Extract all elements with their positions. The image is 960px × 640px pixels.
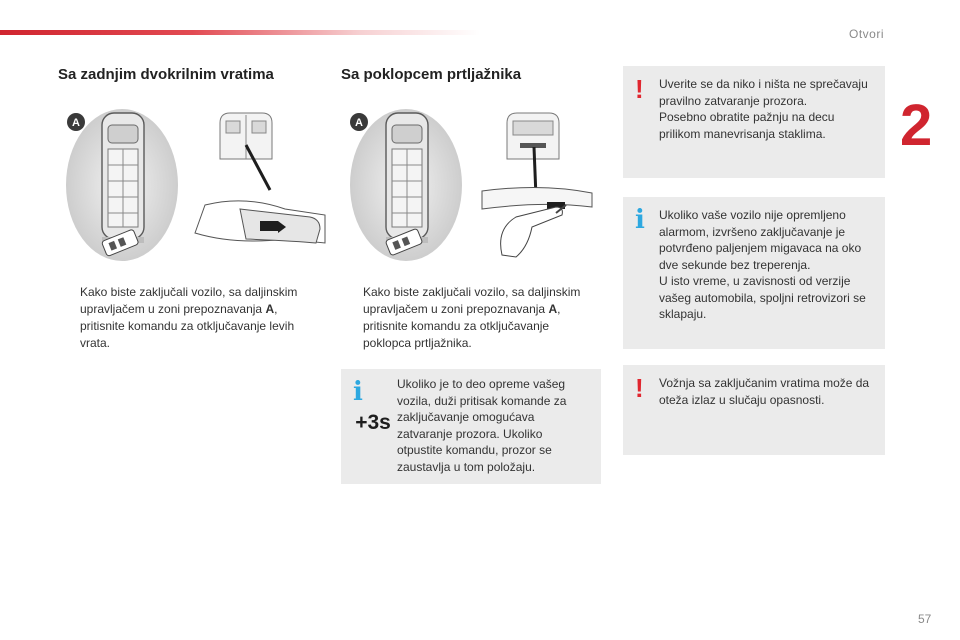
info-box-text: Ukoliko vaše vozilo nije opremljeno alarmom, izvršeno zaključavanje je potvrđeno paljenjem migavaca na oko dve sekunde bez treperenja. U isto vreme, u zavisnosti od verzije vašeg automobila, spoljni retrovizori se sklapaju. <box>659 208 866 321</box>
chapter-number: 2 <box>900 93 933 158</box>
info-box-text: Ukoliko je to deo opreme vašeg vozila, duži pritisak komande za zaključavanje omogućava zatvaranje prozora. Ukoliko otpustite komandu, prozor se zaustavlja u tom položaju. <box>397 377 567 474</box>
svg-text:A: A <box>355 117 363 129</box>
section-title-tailgate: Sa poklopcem prtljažnika <box>341 66 522 83</box>
page-number: 57 <box>918 612 932 626</box>
info-box-locking-confirmation <box>623 197 885 349</box>
plus-3-seconds-icon <box>347 407 399 435</box>
info-icon: i <box>353 377 363 407</box>
rear-doors-illustration <box>60 105 330 265</box>
step-tailgate: Kako biste zaključali vozilo, sa daljinskim upravljačem u zoni prepoznavanja A, pritisnite komandu za otključavanje poklopca prtljažnika. <box>363 285 581 350</box>
svg-text:A: A <box>72 117 80 129</box>
info-icon: i <box>635 205 645 235</box>
step-rear-doors: Kako biste zaključali vozilo, sa daljinskim upravljačem u zoni prepoznavanja A, pritisnite komandu za otključavanje levih vrata. <box>80 285 298 350</box>
info-box-window-closing <box>341 369 601 484</box>
svg-text:+3s: +3s <box>355 411 391 434</box>
header-accent-bar <box>0 30 480 35</box>
warning-icon: ! <box>635 74 644 104</box>
tailgate-illustration <box>342 105 612 265</box>
warning-box-text: Vožnja sa zaključanim vratima može da oteža izlaz u slučaju opasnosti. <box>659 376 870 407</box>
warning-box-text: Uverite se da niko i ništa ne sprečavaju pravilno zatvaranje prozora. Posebno obratite pažnju na decu prilikom manevrisanja staklima. <box>659 77 868 141</box>
warning-box-window-safety <box>623 66 885 178</box>
chapter-title: Otvori <box>848 27 884 41</box>
warning-box-emergency-exit <box>623 365 885 455</box>
warning-icon: ! <box>635 373 644 403</box>
section-title-rear-doors: Sa zadnjim dvokrilnim vratima <box>58 66 274 83</box>
